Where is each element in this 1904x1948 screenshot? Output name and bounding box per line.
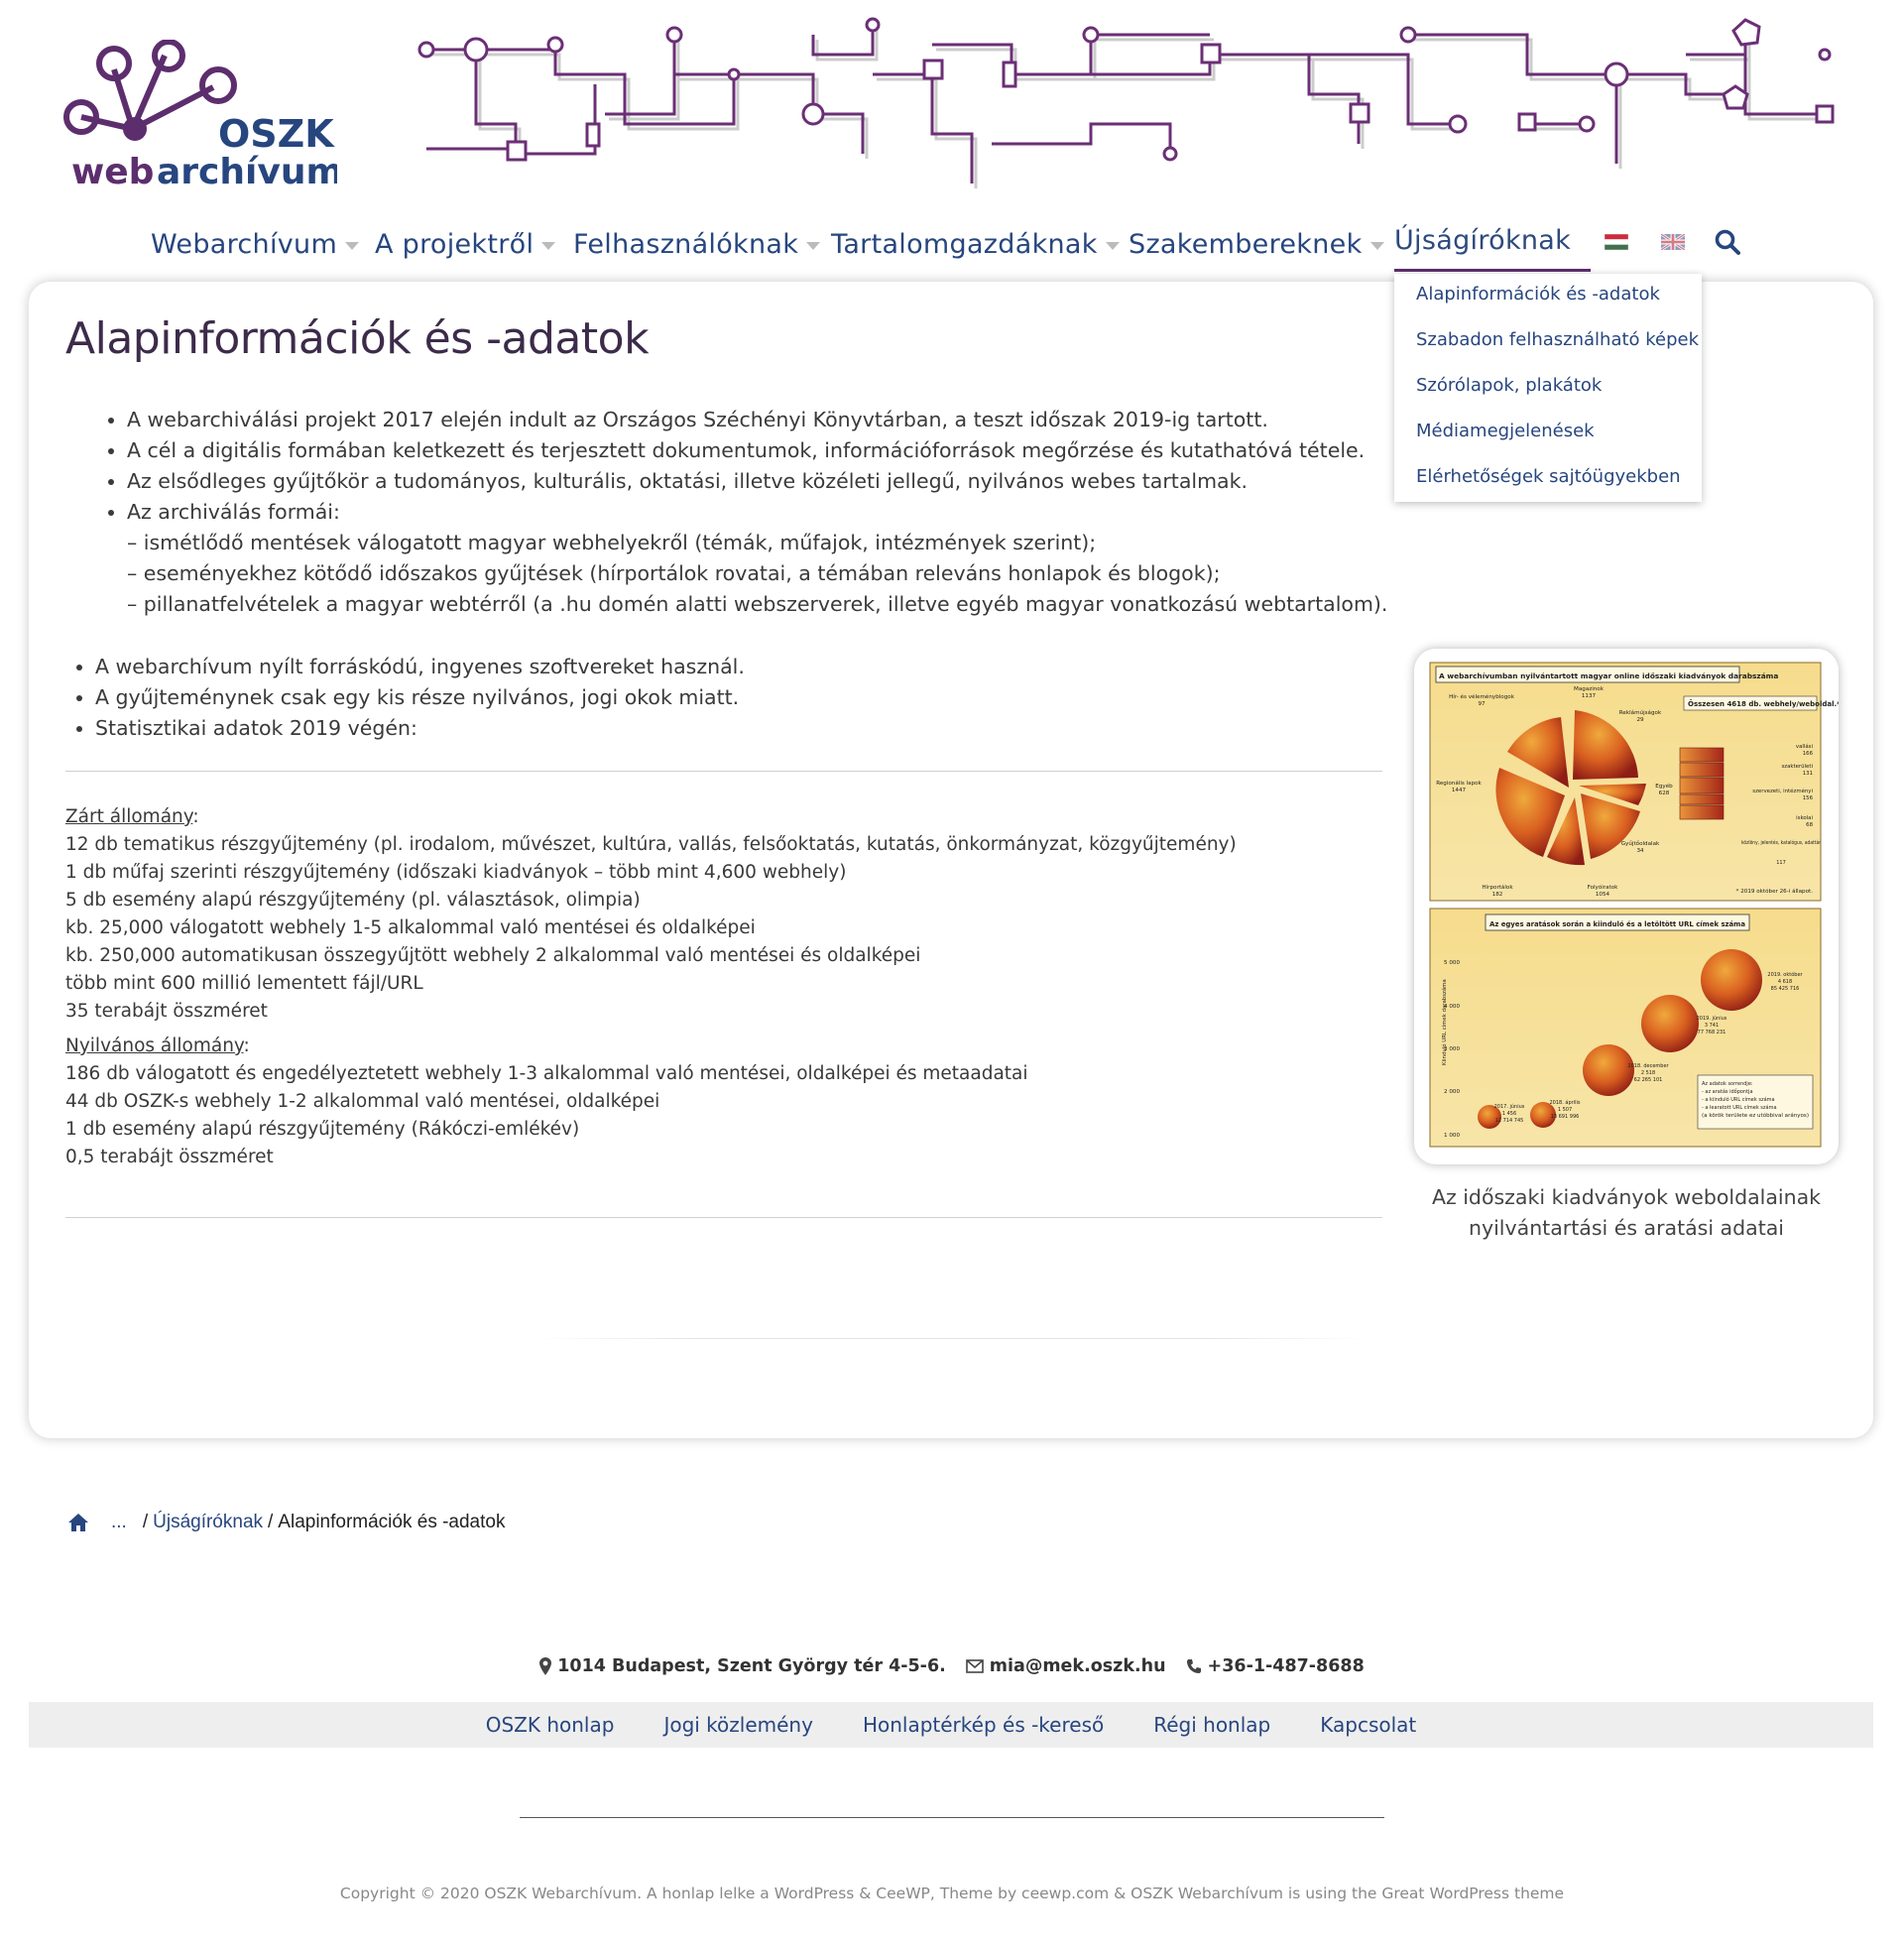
bubble [1701,949,1762,1011]
legend-line: (a körök területe ez utóbbival arányos) [1702,1113,1799,1119]
caret-down-icon [1370,242,1384,250]
divider [65,1217,1382,1218]
public-collection-stats [65,1033,1384,1171]
envelope-icon [966,1659,984,1673]
nav-label: Webarchívum [151,228,338,260]
caret-down-icon [345,242,359,250]
y-tick: 3 000 [1443,1046,1460,1052]
chart-title: A webarchívumban nyilvántartott magyar online időszaki kiadványok darabszáma [1439,671,1779,680]
dropdown-item-flyers[interactable]: Szórólapok, plakátok [1416,375,1603,396]
legend-line: - a learatott URL címek száma [1702,1105,1777,1111]
pie-label: Folyóiratok [1587,885,1618,891]
stat-heading: Zárt állomány: [65,806,199,827]
site-logo[interactable] [60,40,337,198]
logo-text-oszk: OSZK [218,112,334,156]
logo-text-web: web [71,152,155,192]
contact-address [539,1656,946,1676]
pie-label: Reklámújságok [1618,710,1662,716]
chart-note: * 2019 október 26-i állapot. [1735,889,1813,895]
bubble-label: 13 691 996 [1550,1114,1580,1120]
info-list-2 [63,652,1384,744]
pie-value: 1447 [1451,788,1467,793]
hungarian-flag-icon[interactable] [1605,234,1628,250]
nav-label: Felhasználóknak [573,228,799,260]
nav-label: Újságíróknak [1394,224,1572,256]
stat-line: 0,5 terabájt összméret [65,1147,274,1167]
bubble-label: 77 768 231 [1697,1030,1726,1035]
list-item: • A webarchívum nyílt forráskódú, ingyenes szoftvereket használ. [95,652,1384,682]
caret-down-icon [1106,242,1120,250]
faint-divider [536,1338,1368,1339]
stat-line: több mint 600 millió lementett fájl/URL [65,973,423,994]
stat-line: 1 db műfaj szerinti részgyűjtemény (időszaki kiadványok – több mint 4,600 webhely) [65,862,847,883]
map-marker-icon [539,1657,551,1675]
sub-item: – ismétlődő mentések válogatott magyar webhelyekről (témák, műfajok, intézmények szerint); [127,531,1097,554]
pie-label: Egyéb [1655,784,1673,790]
dropdown-item-press-contacts[interactable]: Elérhetőségek sajtóügyekben [1416,466,1681,487]
bar-label: közlöny, jelentés, katalógus, adattár [1741,840,1832,846]
bar-value: 68 [1806,822,1813,828]
y-tick: 5 000 [1443,960,1460,966]
breadcrumb-separator: / [268,1512,274,1532]
stat-line: 44 db OSZK-s webhely 1-2 alkalommal való mentései, oldalképei [65,1091,660,1112]
closed-heading: Zárt állomány [65,806,193,827]
bubble-label: 1 456 [1501,1111,1517,1117]
search-icon[interactable] [1714,228,1741,256]
bubble-label: 12 714 745 [1494,1118,1524,1124]
stat-line: 186 db válogatott és engedélyeztetett webhely 1-3 alkalommal való mentései, oldalképei és metaadatai [65,1063,1028,1084]
nav-item-webarchivum[interactable] [151,224,359,264]
bubble-label: 2018. december [1627,1063,1669,1069]
caret-down-icon [806,242,820,250]
legend-line: - a kiinduló URL címek száma [1702,1097,1775,1103]
email-text: mia@mek.oszk.hu [989,1656,1166,1676]
bar-label: szervezeti, intézményi [1752,789,1813,794]
contact-phone[interactable] [1186,1656,1365,1676]
footer-divider [520,1817,1384,1818]
pie-label: Hír- és véleményblogok [1449,694,1514,700]
pie-value: 97 [1478,701,1486,707]
bubble-label: 1 507 [1557,1107,1573,1113]
logo-text-archivum: archívum [157,152,337,192]
pie-value: 1137 [1581,693,1597,699]
copyright-text: Copyright © 2020 OSZK Webarchívum. A honlap lelke a WordPress & CeeWP, Theme by ceewp.com & OSZK Webarchívum is using the Great WordPress theme [339,1885,1565,1902]
stat-line: 12 db tematikus részgyűjtemény (pl. irodalom, művészet, kultúra, vallás, felsőoktatás, kutatás, önkormányzat, közgyűjtemény) [65,834,1237,855]
home-icon[interactable] [67,1513,89,1532]
bar-value: 131 [1802,771,1813,777]
list-item [127,497,1416,620]
sub-item: – pillanatfelvételek a magyar webtérről (a .hu domén alatti webszerverek, illetve egyéb magyar vonatkozású webtartalom). [127,592,1388,616]
y-axis-label: Kiinduló URL címek darabszáma [1442,979,1448,1065]
bubble-label: 4 618 [1777,979,1793,985]
closed-collection-stats [65,803,1384,1026]
pie-value: 29 [1636,717,1644,723]
dropdown-item-basic-info[interactable]: Alapinformációk és -adatok [1416,284,1660,304]
bubble-label: 2 518 [1640,1070,1656,1076]
dropdown-item-media[interactable]: Médiamegjelenések [1416,421,1595,441]
breadcrumb [67,1508,505,1537]
breadcrumb-parent[interactable]: Újságíróknak [153,1512,264,1532]
legend-line: Az adatok sorrendje: [1702,1081,1753,1087]
stat-line: kb. 25,000 válogatott webhely 1-5 alkalommal való mentései és oldalképei [65,917,756,938]
bar-label: szakterületi [1781,764,1813,770]
legend-line: - az aratás időpontja [1702,1089,1753,1095]
stat-line: kb. 250,000 automatikusan összegyűjtött webhely 2 alkalommal való mentései és oldalképei [65,945,921,966]
nav-item-tartalomgazdaknak[interactable] [831,224,1120,264]
stat-line: 5 db esemény alapú részgyűjtemény (pl. választások, olimpia) [65,890,641,911]
page-title: Alapinformációk és -adatok [65,313,650,364]
nav-item-szakembereknek[interactable] [1129,224,1384,264]
dropdown-item-free-images[interactable]: Szabadon felhasználható képek [1416,329,1700,350]
phone-icon [1186,1658,1202,1674]
list-item: • Statisztikai adatok 2019 végén: [95,713,1384,744]
pie-label: Gyűjtőoldalak [1620,841,1660,847]
contact-email[interactable] [966,1656,1166,1676]
nav-item-ujsagiroknak[interactable] [1394,220,1571,260]
y-tick: 1 000 [1443,1133,1460,1139]
english-flag-icon[interactable] [1661,234,1685,250]
info-list [95,405,1416,620]
caret-down-icon [541,242,555,250]
pie-value: 1054 [1595,892,1610,898]
pie-label: Regionális lapok [1436,781,1482,787]
bubble-label: 2019. október [1767,972,1803,978]
pie-value: 182 [1491,892,1503,898]
list-item: • Az elsődleges gyűjtőkör a tudományos, kulturális, oktatási, illetve közéleti jellegű, nyilvános webes tartalmak. [127,466,1416,497]
footer-link-old-site[interactable]: Régi honlap [1153,1713,1271,1737]
public-heading: Nyilvános állomány [65,1035,244,1056]
pie-value: 34 [1636,848,1644,854]
footer-link-sitemap[interactable]: Honlaptérkép és -kereső [862,1713,1105,1737]
bubble-label: 62 265 101 [1633,1077,1663,1083]
bubble-label: 2017. június [1493,1104,1525,1110]
stat-heading: Nyilvános állomány: [65,1035,250,1056]
pie-label: Magazinok [1574,686,1604,692]
sub-item: – eseményekhez kötődő időszakos gyűjtések (hírportálok rovatai, a témában releváns honlapok és blogok); [127,561,1221,585]
bar-value: 156 [1802,795,1813,801]
footer-contact [0,1656,1904,1676]
bar-value: 117 [1776,860,1786,866]
footer-link-oszk[interactable]: OSZK honlap [485,1713,615,1737]
footer-nav [29,1702,1873,1748]
bar-label: iskolai [1796,815,1813,821]
stat-line: 1 db esemény alapú részgyűjtemény (Rákóczi-emlékév) [65,1119,580,1140]
image-caption [1408,1182,1844,1244]
breadcrumb-current: Alapinformációk és -adatok [278,1512,506,1532]
address-text: 1014 Budapest, Szent György tér 4-5-6. [557,1656,946,1676]
bubble [1583,1044,1634,1096]
bubble [1641,995,1699,1052]
list-item: • A gyűjteménynek csak egy kis része nyilvános, jogi okok miatt. [95,682,1384,713]
bar-value: 166 [1802,751,1813,757]
phone-text: +36-1-487-8688 [1207,1656,1365,1676]
chart-title: Az egyes aratások során a kiinduló és a letöltött URL címek száma [1489,919,1746,928]
list-item: • A cél a digitális formában keletkezett és terjesztett dokumentumok, információforrások megőrzése és kutathatóvá tétele. [127,435,1416,466]
pie-value: 628 [1658,791,1670,796]
footer-link-legal[interactable]: Jogi közlemény [663,1713,813,1737]
nav-item-a-projektrol[interactable] [375,224,555,264]
pie-label: Hírportálok [1482,885,1513,891]
y-tick: 2 000 [1443,1089,1460,1095]
breadcrumb-ellipsis[interactable]: ... [111,1512,127,1532]
bar-label: vallási [1795,744,1813,750]
bubble-label: 2018. április [1549,1100,1581,1106]
logo-network-icon [60,40,337,198]
bubble-label: 85 425 716 [1770,986,1800,992]
bubble-label: 3 741 [1704,1023,1720,1029]
caption-line: Az időszaki kiadványok weboldalainak [1431,1185,1822,1209]
caption-line: nyilvántartási és aratási adatai [1468,1216,1784,1240]
y-tick: 4 000 [1443,1004,1460,1010]
nav-label: Szakembereknek [1129,228,1363,260]
list-item: • A webarchiválási projekt 2017 elején indult az Országos Széchényi Könyvtárban, a teszt időszak 2019-ig tartott. [127,405,1416,435]
divider [65,771,1382,772]
nav-label: A projektről [375,228,535,260]
list-item-label: Az archiválás formái: [127,500,340,524]
nav-item-felhasznaloknak[interactable] [573,224,820,264]
breadcrumb-separator: / [142,1512,149,1532]
footer-link-contact[interactable]: Kapcsolat [1320,1713,1417,1737]
bubble-label: 2019. június [1696,1016,1727,1022]
infographic-frame[interactable] [1414,649,1839,1164]
chart-total: Összesen 4618 db. webhely/weboldal.* [1688,700,1839,708]
stat-line: 35 terabájt összméret [65,1001,268,1022]
journalists-dropdown-menu [1394,274,1702,502]
header-circuit-decoration [416,15,1844,203]
nav-label: Tartalomgazdáknak [831,228,1098,260]
infographic-image [1414,649,1839,1164]
